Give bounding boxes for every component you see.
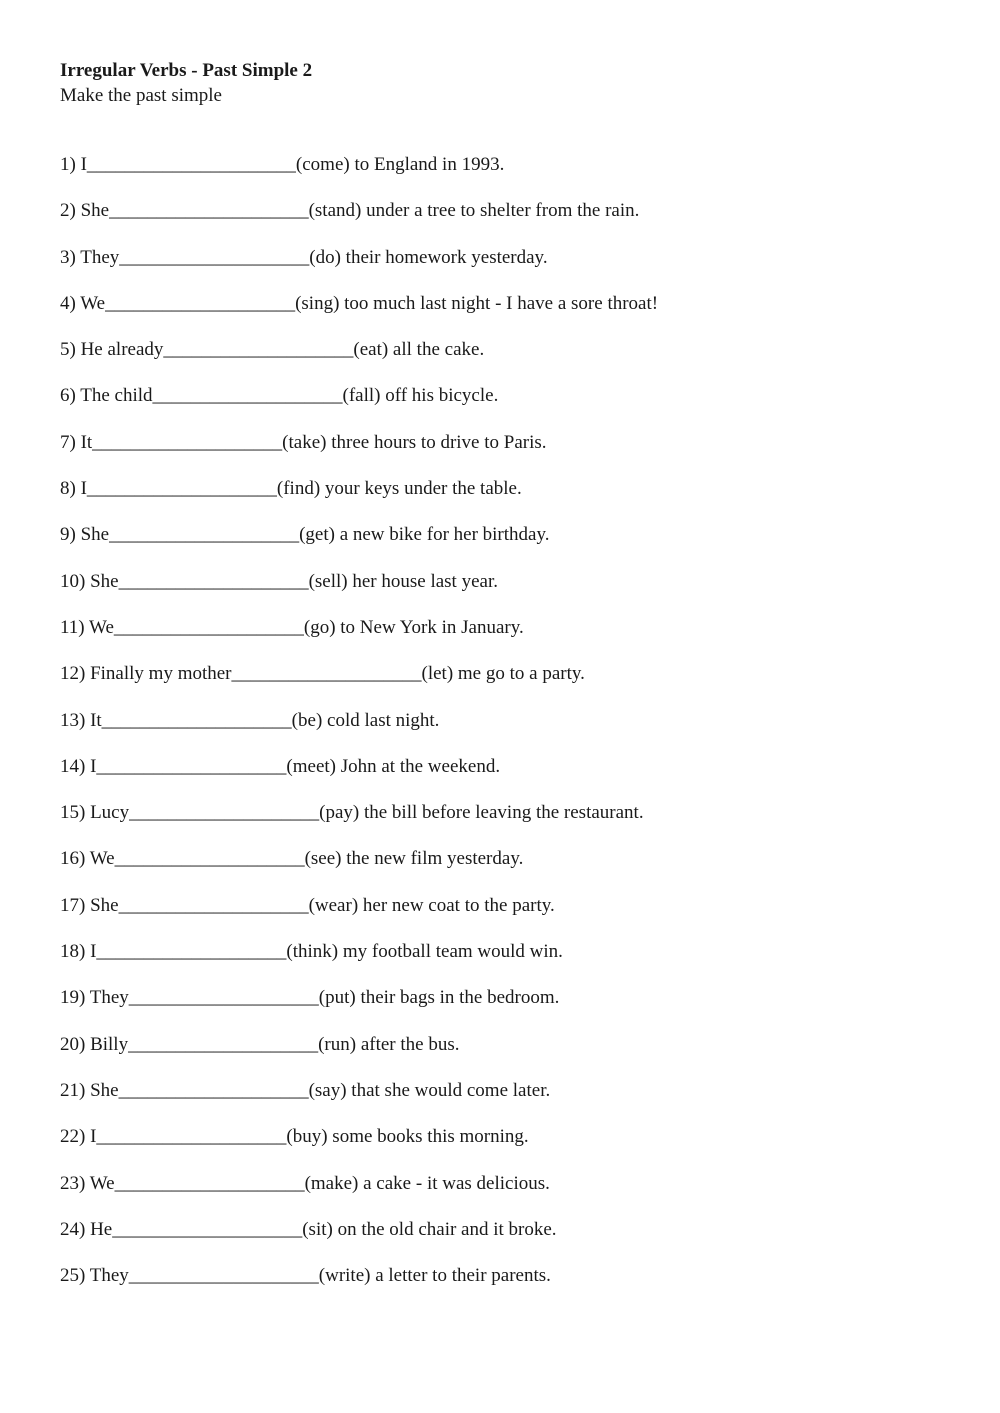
question-8: 8) I____________________(find) your keys under the table. — [60, 478, 522, 500]
question-1: 1) I______________________(come) to England in 1993. — [60, 154, 505, 175]
question-25: 25) They____________________(write) a letter to their parents. — [60, 1265, 551, 1287]
worksheet-header — [60, 58, 960, 108]
question-17: 17) She____________________(wear) her new coat to the party. — [60, 894, 555, 916]
question-11: 11) We____________________(go) to New York in January. — [60, 616, 524, 638]
question-7: 7) It____________________(take) three hours to drive to Paris. — [60, 431, 547, 453]
question-14: 14) I____________________(meet) John at the weekend. — [60, 755, 501, 777]
question-22: 22) I____________________(buy) some books this morning. — [60, 1126, 529, 1148]
question-3: 3) They____________________(do) their homework yesterday. — [60, 246, 548, 268]
worksheet-instruction: Make the past simple — [60, 85, 222, 106]
question-19: 19) They____________________(put) their bags in the bedroom. — [60, 987, 560, 1009]
question-12: 12) Finally my mother____________________(let) me go to a party. — [60, 663, 585, 685]
question-4: 4) We____________________(sing) too much last night - I have a sore throat! — [60, 292, 659, 314]
question-9: 9) She____________________(get) a new bike for her birthday. — [60, 524, 550, 546]
question-23: 23) We____________________(make) a cake - it was delicious. — [60, 1172, 550, 1194]
question-20: 20) Billy____________________(run) after the bus. — [60, 1033, 460, 1055]
question-15: 15) Lucy____________________(pay) the bill before leaving the restaurant. — [60, 802, 644, 824]
question-21: 21) She____________________(say) that she would come later. — [60, 1079, 551, 1101]
question-list — [60, 150, 960, 1307]
question-2: 2) She_____________________(stand) under a tree to shelter from the rain. — [60, 200, 640, 222]
question-6: 6) The child____________________(fall) off his bicycle. — [60, 385, 499, 407]
question-13: 13) It____________________(be) cold last night. — [60, 709, 440, 731]
question-16: 16) We____________________(see) the new film yesterday. — [60, 848, 524, 870]
question-18: 18) I____________________(think) my football team would win. — [60, 941, 563, 963]
question-5: 5) He already____________________(eat) all the cake. — [60, 339, 485, 361]
question-24: 24) He____________________(sit) on the old chair and it broke. — [60, 1218, 557, 1240]
worksheet-title: Irregular Verbs - Past Simple 2 — [60, 60, 313, 81]
question-10: 10) She____________________(sell) her house last year. — [60, 570, 498, 592]
